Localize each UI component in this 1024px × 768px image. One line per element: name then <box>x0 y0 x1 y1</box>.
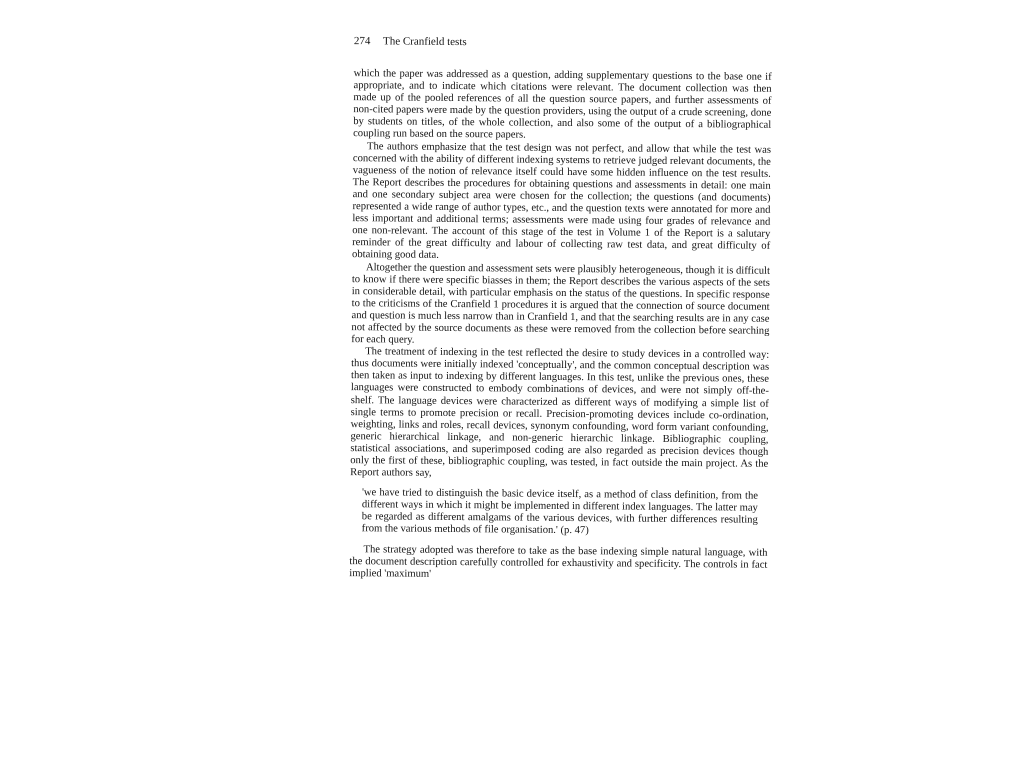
closing-paragraph: The strategy adopted was therefore to take as the base indexing simple natural language, with the document description carefully controlled for exhaustivity and specificity. The controls in fact implied 'maximum' <box>349 543 768 580</box>
body-paragraph-1: which the paper was addressed as a question, adding supplementary questions to the base one if appropriate, and to indicate which citations were relevant. The document collection was then made up of the pooled references of all the question source papers, and further assessments of non-cited papers were made by the question providers, using the output of a crude screening, done by students on titles, of the whole collection, and also some of the output of a bibliographical coupling run based on the source papers. <box>353 68 772 142</box>
running-title: The Cranfield tests <box>382 35 467 49</box>
body-paragraph-3: Altogether the question and assessment sets were plausibly heterogeneous, though it is difficult to know if there were specific biasses in them; the Report describes the various aspects of the sets in considerable detail, with particular emphasis on the status of the questions. In specific response to the criticisms of the Cranfield 1 procedures it is argued that the connection of source document and question is much less narrow than in Cranfield 1, and that the searching results are in any case not affected by the source documents as these were removed from the collection before searching for each query. <box>351 261 770 346</box>
block-quote: 'we have tried to distinguish the basic device itself, as a method of class definition, from the different ways in which it might be implemented in different index languages. The latter may be regarded as different amalgams of the various devices, with further differences resulting from the various methods of file organisation.' (p. 47) <box>361 487 759 537</box>
book-page <box>334 34 772 738</box>
running-head <box>354 34 772 52</box>
body-paragraph-4: The treatment of indexing in the test reflected the desire to study devices in a controlled way: thus documents were initially indexed 'conceptually', and the common conceptual description was then taken as input to indexing by different languages. In this test, unlike the previous ones, these languages were constructed to embody combinations of devices, and were not simply off-the-shelf. The language devices were characterized as different ways of modifying a simple list of single terms to promote precision or recall. Precision-promoting devices include co-ordination, weighting, links and roles, recall devices, synonym confounding, word form variant confounding, generic hierarchical linkage, and non-generic hierarchic linkage. Bibliographic coupling, statistical associations, and superimposed coding are also regarded as precision devices though only the first of these, bibliographic coupling, was tested, in fact outside the main project. As the Report authors say, <box>350 346 770 479</box>
body-paragraph-2: The authors emphasize that the test design was not perfect, and allow that while the test was concerned with the ability of different indexing systems to retrieve judged relevant documents, the vagueness of the notion of relevance itself could have some hidden influence on the test results. The Report describes the procedures for obtaining questions and assessments in detail: one main and one secondary subject area were chosen for the collection; the questions (and documents) represented a wide range of author types, etc., and the question texts were annotated for more and less important and additional terms; assessments were made using four grades of relevance and one non-relevant. The account of this stage of the test in Volume 1 of the Report is a salutary reminder of the great difficulty and labour of collecting raw test data, and great difficulty of obtaining good data. <box>352 140 772 262</box>
page-number: 274 <box>353 35 371 48</box>
